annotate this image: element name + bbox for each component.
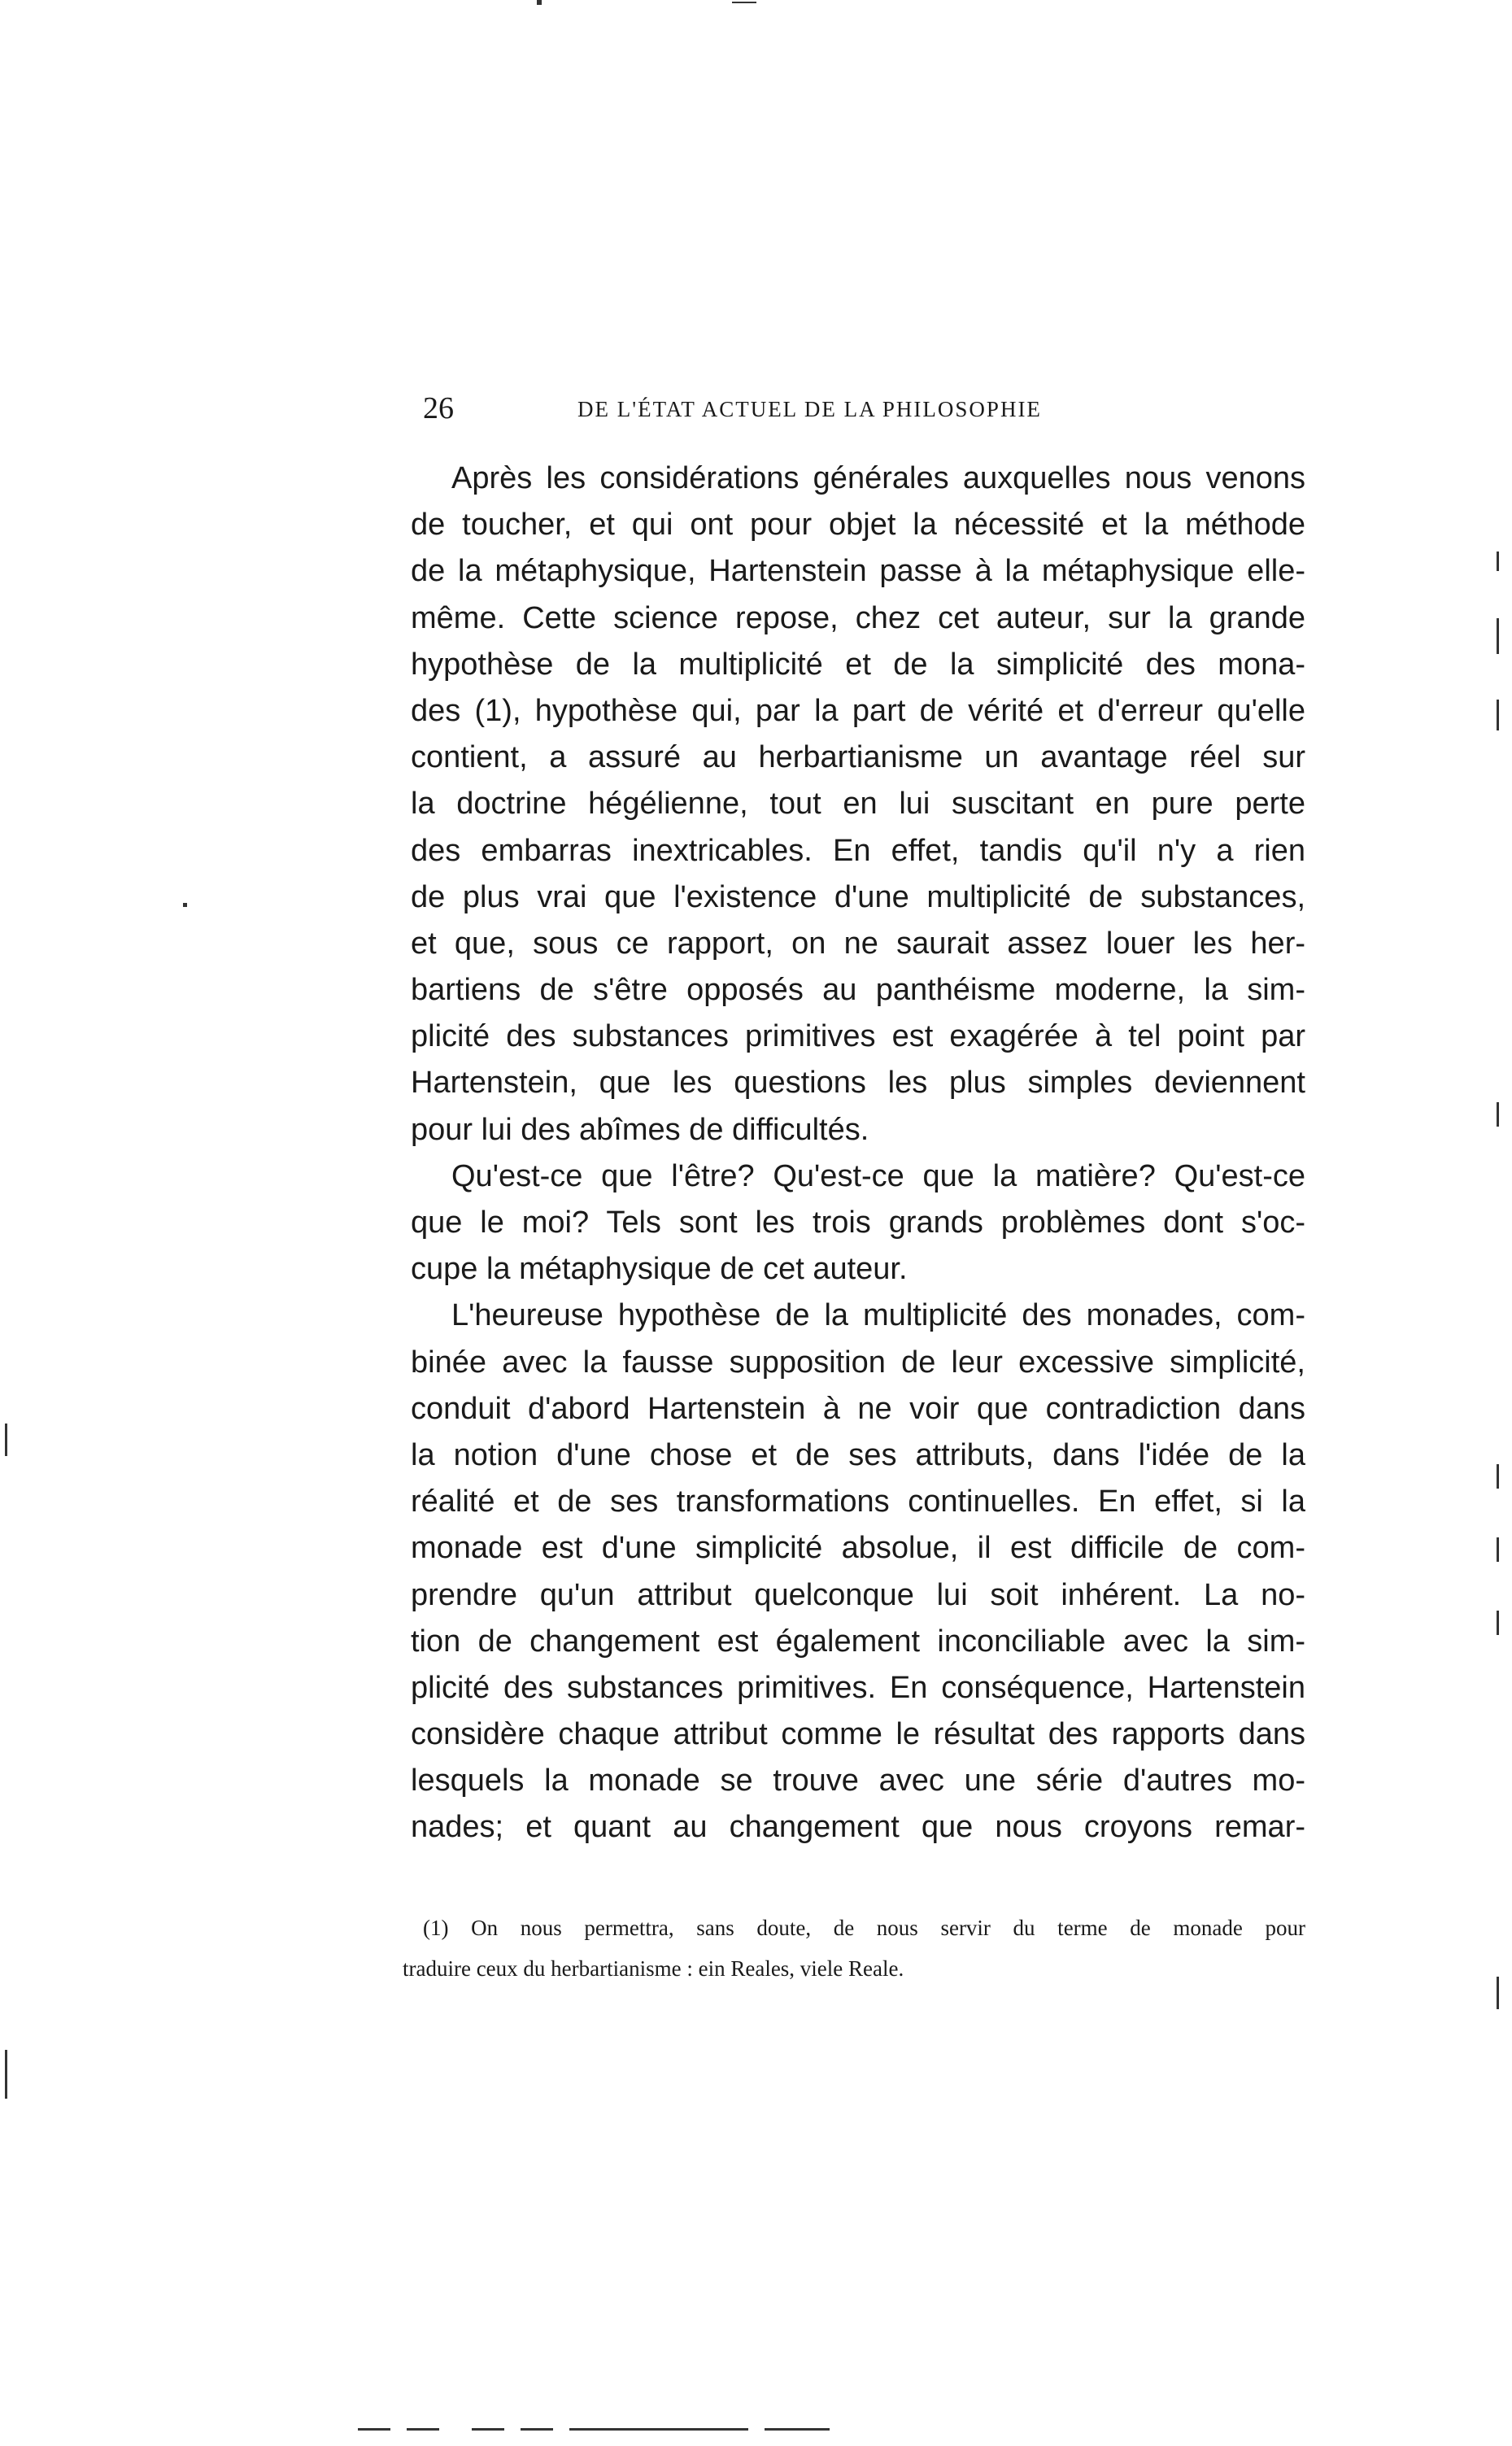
body-text — [411, 456, 1305, 1851]
scan-mark — [1497, 1102, 1499, 1127]
text-line: L'heureuse hypothèse de la multiplicité des monades, com- — [451, 1298, 1305, 1333]
text-line: la notion d'une chose et de ses attributs, dans l'idée de la — [411, 1437, 1305, 1472]
scan-mark — [537, 0, 542, 5]
text-line: et que, sous ce rapport, on ne saurait assez louer les her- — [411, 926, 1305, 961]
footnote — [403, 1908, 1305, 1989]
text-line: nades; et quant au changement que nous croyons remar- — [411, 1810, 1305, 1845]
text-line: des embarras inextricables. En effet, tandis qu'il n'y a rien — [411, 833, 1305, 868]
scan-mark — [183, 903, 187, 907]
text-line: binée avec la fausse supposition de leur excessive simplicité, — [411, 1345, 1305, 1380]
footnote-line: (1) On nous permettra, sans doute, de nous servir du terme de monade pour — [423, 1916, 1305, 1940]
text-line: prendre qu'un attribut quelconque lui soit inhérent. La no- — [411, 1577, 1305, 1612]
text-line: bartiens de s'être opposés au panthéisme moderne, la sim- — [411, 973, 1305, 1008]
scan-mark — [1497, 1977, 1499, 2009]
text-line: cupe la métaphysique de cet auteur. — [411, 1252, 908, 1287]
text-line: hypothèse de la multiplicité et de la simplicité des mona- — [411, 647, 1305, 682]
text-line: Qu'est-ce que l'être? Qu'est-ce que la matière? Qu'est-ce — [451, 1158, 1305, 1193]
page-header — [423, 390, 1301, 439]
text-line: pour lui des abîmes de difficultés. — [411, 1112, 869, 1147]
scan-mark — [521, 2428, 553, 2431]
scan-mark — [358, 2428, 390, 2431]
scan-mark — [5, 1424, 7, 1456]
text-line: considère chaque attribut comme le résultat des rapports dans — [411, 1717, 1305, 1752]
scan-mark — [765, 2428, 830, 2431]
text-line: la doctrine hégélienne, tout en lui suscitant en pure perte — [411, 787, 1305, 822]
scan-mark — [732, 2, 756, 3]
text-line: de plus vrai que l'existence d'une multiplicité de substances, — [411, 879, 1305, 914]
scan-mark — [1497, 1464, 1499, 1489]
text-line: des (1), hypothèse qui, par la part de vérité et d'erreur qu'elle — [411, 693, 1305, 728]
text-line: de toucher, et qui ont pour objet la nécessité et la méthode — [411, 508, 1305, 543]
scan-mark — [569, 2428, 748, 2431]
scan-mark — [1497, 552, 1499, 571]
scan-mark — [1497, 618, 1499, 654]
text-line: monade est d'une simplicité absolue, il est difficile de com- — [411, 1531, 1305, 1566]
text-line: Après les considérations générales auxquelles nous venons — [451, 461, 1305, 495]
text-line: même. Cette science repose, chez cet auteur, sur la grande — [411, 600, 1305, 635]
text-line: que le moi? Tels sont les trois grands problèmes dont s'oc- — [411, 1206, 1305, 1240]
text-line: tion de changement est également inconciliable avec la sim- — [411, 1624, 1305, 1659]
text-line: conduit d'abord Hartenstein à ne voir que contradiction dans — [411, 1391, 1305, 1426]
scan-mark — [1497, 700, 1499, 730]
scan-mark — [1497, 1611, 1499, 1635]
footnote-line: traduire ceux du herbartianisme : ein Reales, viele Reale. — [403, 1956, 904, 1981]
text-line: plicité des substances primitives. En conséquence, Hartenstein — [411, 1670, 1305, 1705]
text-line: contient, a assuré au herbartianisme un avantage réel sur — [411, 740, 1305, 775]
text-line: Hartenstein, que les questions les plus simples deviennent — [411, 1066, 1305, 1101]
text-line: réalité et de ses transformations continuelles. En effet, si la — [411, 1485, 1305, 1519]
text-line: plicité des substances primitives est exagérée à tel point par — [411, 1019, 1305, 1054]
text-line: lesquels la monade se trouve avec une série d'autres mo- — [411, 1764, 1305, 1799]
scan-mark — [5, 2050, 7, 2099]
page-number: 26 — [423, 391, 454, 425]
scan-mark — [407, 2428, 439, 2431]
running-title: DE L'ÉTAT ACTUEL DE LA PHILOSOPHIE — [577, 397, 1042, 421]
scan-mark — [1497, 1537, 1499, 1562]
scan-mark — [472, 2428, 504, 2431]
text-line: de la métaphysique, Hartenstein passe à la métaphysique elle- — [411, 554, 1305, 589]
